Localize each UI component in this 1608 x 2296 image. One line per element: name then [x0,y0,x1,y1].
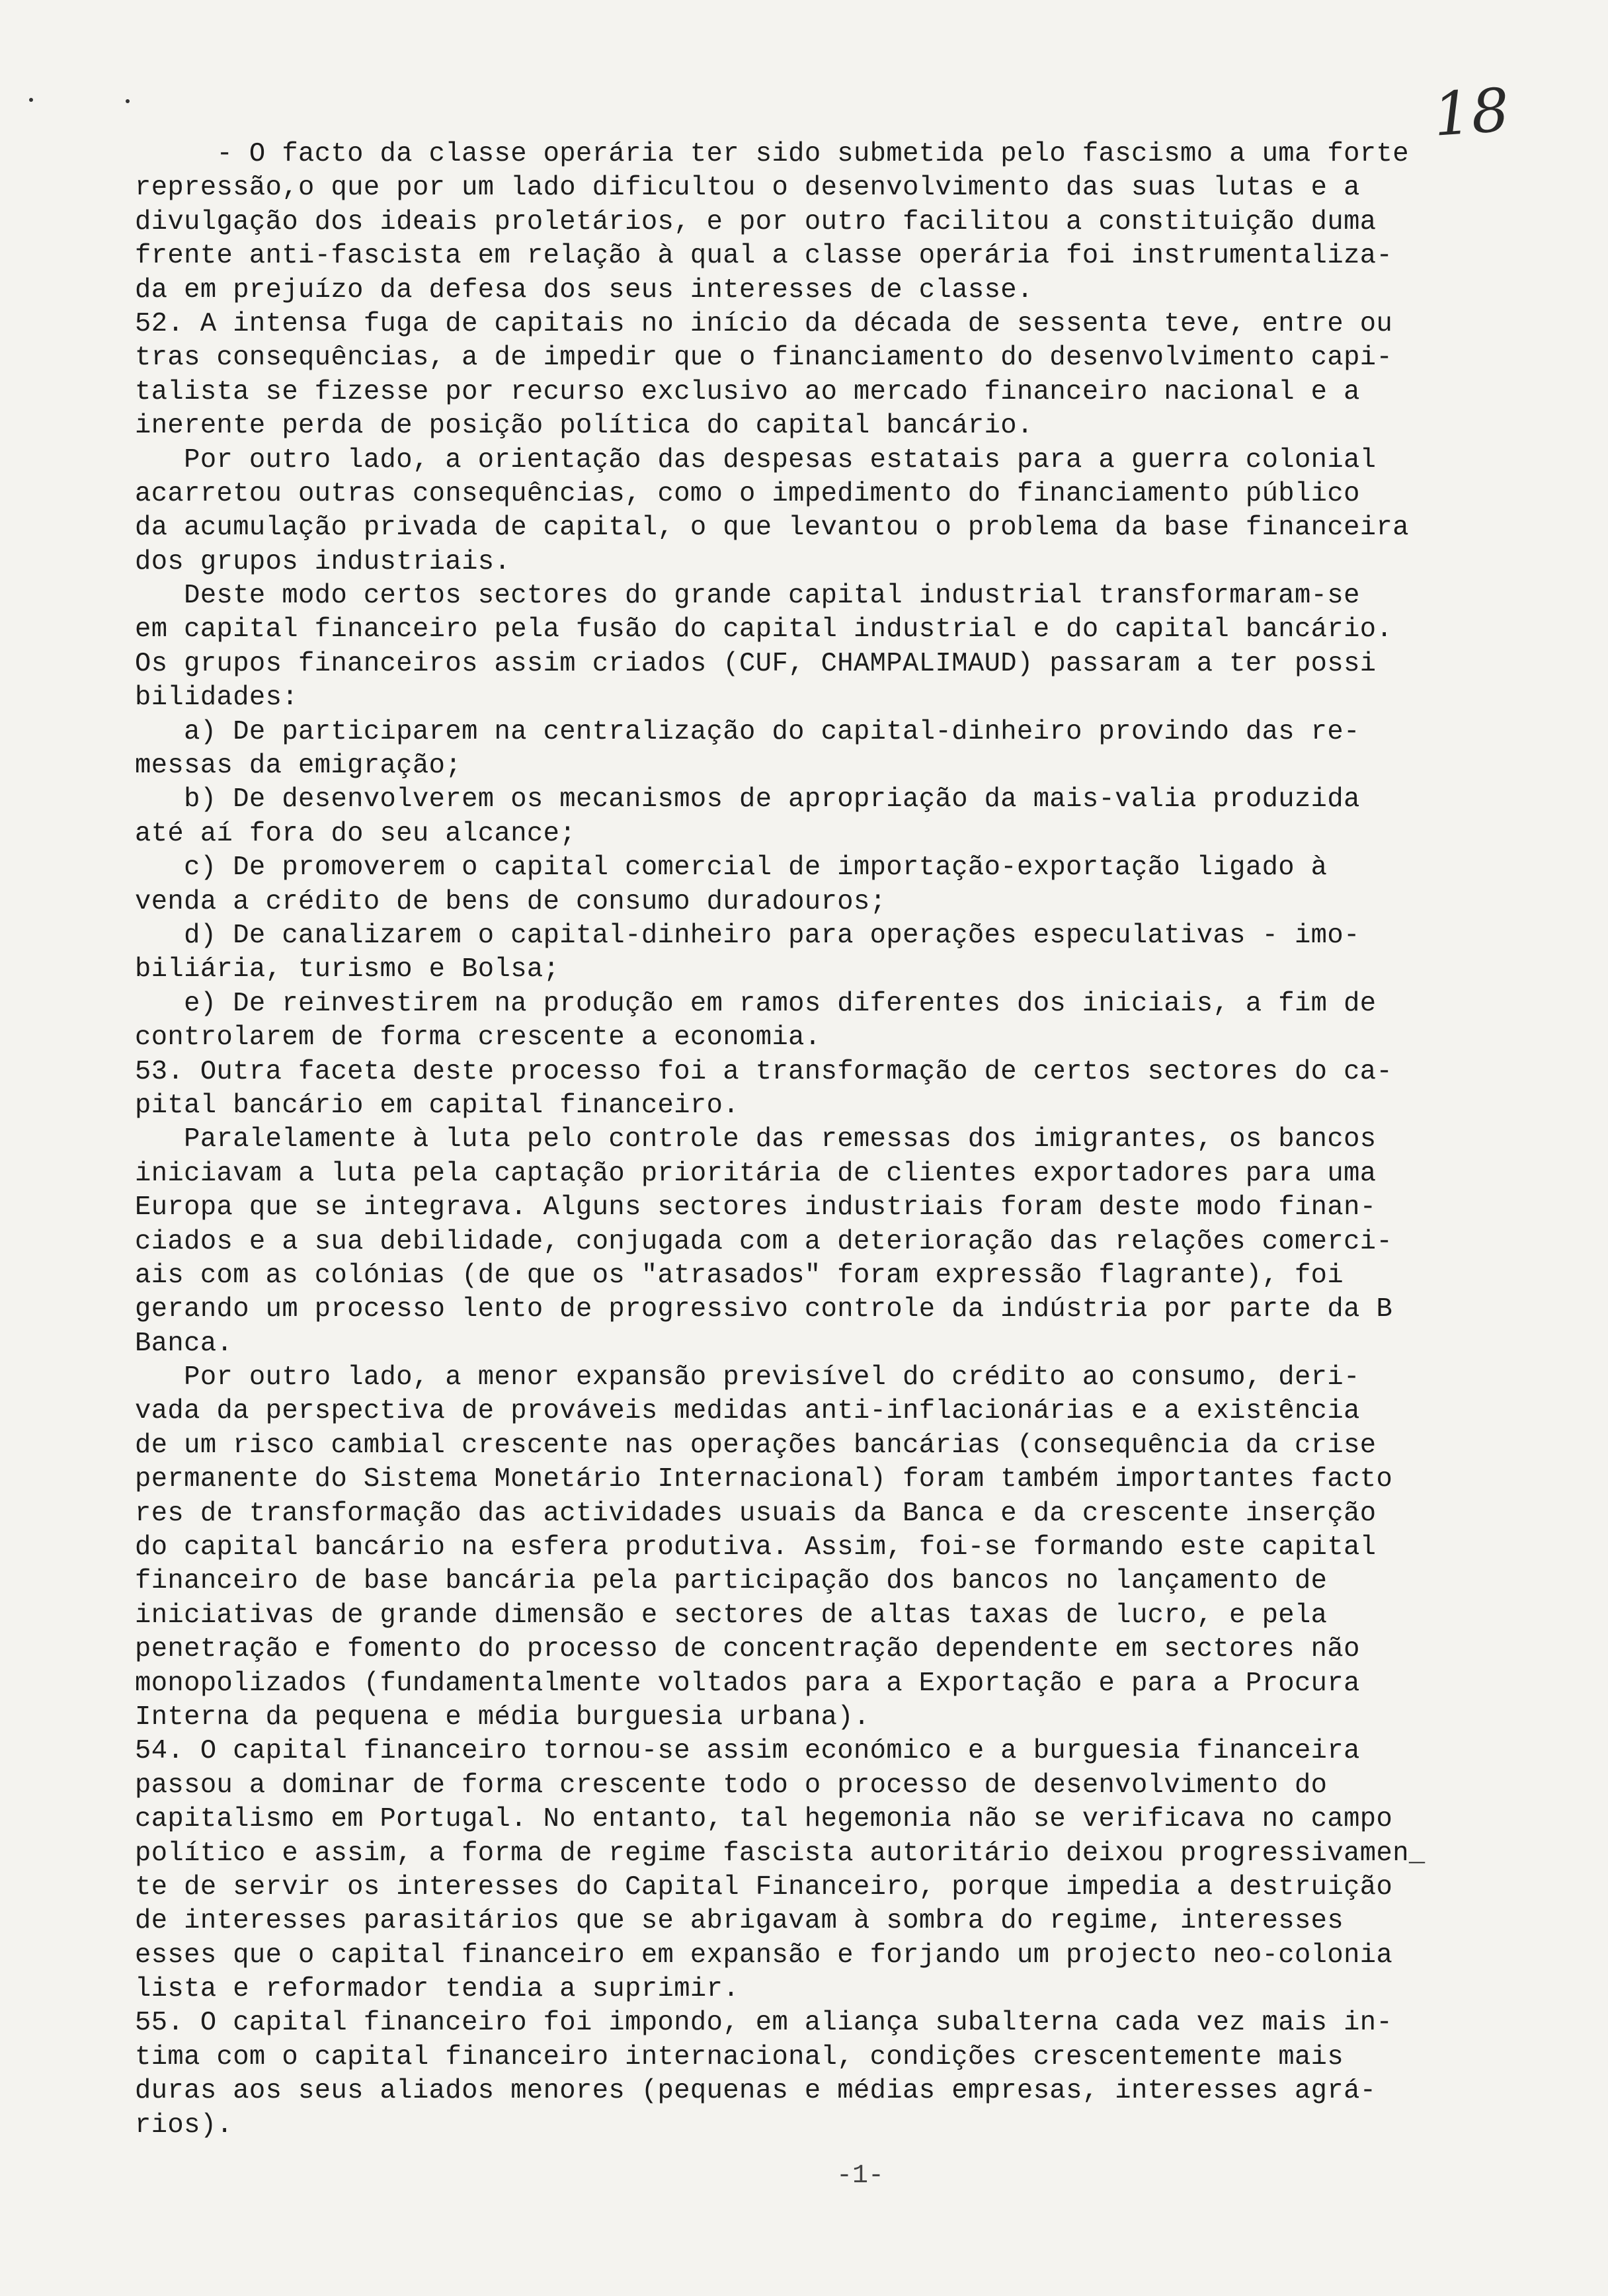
text-line: Banca. [135,1328,233,1359]
text-line: monopolizados (fundamentalmente voltados para a Exportação e para a Procura [135,1668,1360,1699]
text-line: 53. Outra faceta deste processo foi a transformação de certos sectores do ca- [135,1056,1393,1087]
text-line: iniciavam a luta pela captação prioritária de clientes exportadores para uma [135,1158,1377,1189]
text-line: ciados e a sua debilidade, conjugada com a deterioração das relações comerci- [135,1226,1393,1257]
text-line: 52. A intensa fuga de capitais no início da década de sessenta teve, entre ou [135,308,1393,339]
text-line: talista se fizesse por recurso exclusivo ao mercado financeiro nacional e a [135,376,1360,407]
text-line: res de transformação das actividades usuais da Banca e da crescente inserção [135,1498,1377,1529]
text-line: inerente perda de posição política do capital bancário. [135,411,1033,442]
text-line: divulgação dos ideais proletários, e por outro facilitou a constituição duma [135,206,1377,237]
text-line: dos grupos industriais. [135,546,511,577]
text-line: até aí fora do seu alcance; [135,818,577,849]
text-line: venda a crédito de bens de consumo duradouros; [135,886,887,917]
text-line: Europa que se integrava. Alguns sectores industriais foram deste modo finan- [135,1192,1377,1223]
text-line: rios). [135,2110,233,2141]
text-line: acarretou outras consequências, como o impedimento do financiamento público [135,478,1360,509]
text-line: pital bancário em capital financeiro. [135,1090,740,1121]
text-line: 55. O capital financeiro foi impondo, em aliança subalterna cada vez mais in- [135,2008,1393,2039]
text-line: a) De participarem na centralização do capital-dinheiro provindo das re- [135,716,1360,747]
text-line: 54. O capital financeiro tornou-se assim económico e a burguesia financeira [135,1736,1360,1767]
text-line: messas da emigração; [135,751,462,782]
footer-mark: -1- [836,2161,885,2191]
text-line: da acumulação privada de capital, o que levantou o problema da base financeira [135,512,1409,544]
text-line: iniciativas de grande dimensão e sectores de altas taxas de lucro, e pela [135,1600,1328,1631]
margin-speck [29,98,33,102]
text-line: e) De reinvestirem na produção em ramos diferentes dos iniciais, a fim de [135,988,1377,1019]
text-line: d) De canalizarem o capital-dinheiro para operações especulativas - imo- [135,920,1360,951]
text-line: Interna da pequena e média burguesia urbana). [135,1702,870,1733]
text-line: da em prejuízo da defesa dos seus interesses de classe. [135,274,1033,306]
text-line: gerando um processo lento de progressivo controle da indústria por parte da B [135,1294,1393,1325]
text-line: ais com as colónias (de que os "atrasados" foram expressão flagrante), foi [135,1260,1344,1291]
text-line: do capital bancário na esfera produtiva. Assim, foi-se formando este capital [135,1532,1377,1563]
text-line: tras consequências, a de impedir que o financiamento do desenvolvimento capi- [135,343,1393,374]
text-line: capitalismo em Portugal. No entanto, tal hegemonia não se verificava no campo [135,1804,1393,1835]
text-line: Deste modo certos sectores do grande capital industrial transformaram-se [135,581,1360,612]
page-number: 18 [1431,75,1512,150]
text-line: bilidades: [135,682,299,714]
text-line: permanente do Sistema Monetário Internacional) foram também importantes facto [135,1464,1393,1495]
text-line: controlarem de forma crescente a economia. [135,1022,821,1053]
text-line: tima com o capital financeiro internacional, condições crescentemente mais [135,2041,1344,2072]
text-line: te de servir os interesses do Capital Financeiro, porque impedia a destruição [135,1871,1393,1903]
document-body [135,138,1490,2143]
text-line: vada da perspectiva de prováveis medidas anti-inflacionárias e a existência [135,1396,1360,1427]
margin-speck [126,99,130,103]
text-line: passou a dominar de forma crescente todo o processo de desenvolvimento do [135,1770,1328,1801]
text-line: c) De promoverem o capital comercial de importação-exportação ligado à [135,852,1328,883]
text-line: de interesses parasitários que se abrigavam à sombra do regime, interesses [135,1906,1344,1937]
text-line: lista e reformador tendia a suprimir. [135,1974,740,2005]
text-line: Os grupos financeiros assim criados (CUF, CHAMPALIMAUD) passaram a ter possi [135,648,1377,679]
text-line: Paralelamente à luta pelo controle das remessas dos imigrantes, os bancos [135,1124,1377,1155]
text-line: repressão,o que por um lado dificultou o desenvolvimento das suas lutas e a [135,173,1360,204]
text-line: - O facto da classe operária ter sido submetida pelo fascismo a uma forte [135,139,1409,169]
text-line: Por outro lado, a menor expansão previsível do crédito ao consumo, deri- [135,1362,1360,1393]
text-line: penetração e fomento do processo de concentração dependente em sectores não [135,1634,1360,1665]
text-line: financeiro de base bancária pela participação dos bancos no lançamento de [135,1566,1328,1597]
text-line: esses que o capital financeiro em expansão e forjando um projecto neo-colonia [135,1940,1393,1971]
text-line: político e assim, a forma de regime fascista autoritário deixou progressivamen_ [135,1838,1426,1869]
text-line: Por outro lado, a orientação das despesas estatais para a guerra colonial [135,444,1377,475]
text-line: duras aos seus aliados menores (pequenas e médias empresas, interesses agrá- [135,2076,1377,2107]
text-line: b) De desenvolverem os mecanismos de apropriação da mais-valia produzida [135,784,1360,815]
text-line: em capital financeiro pela fusão do capital industrial e do capital bancário. [135,614,1393,645]
text-line: de um risco cambial crescente nas operações bancárias (consequência da crise [135,1430,1377,1461]
text-line: biliária, turismo e Bolsa; [135,954,560,985]
text-line: frente anti-fascista em relação à qual a classe operária foi instrumentaliza- [135,241,1393,272]
